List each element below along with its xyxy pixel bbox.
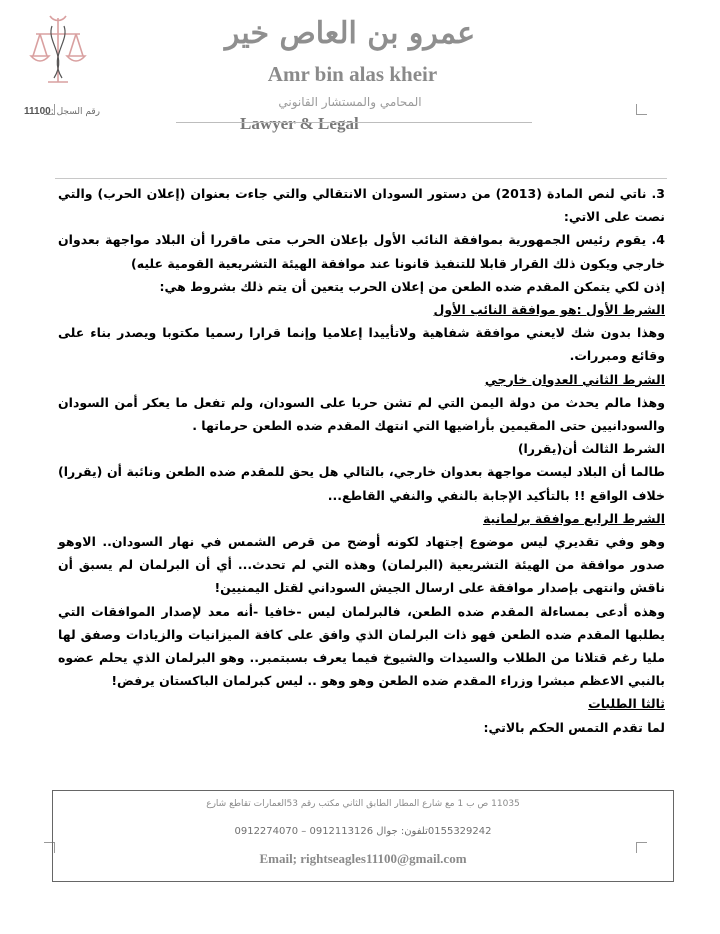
section-heading: الشرط الثاني العدوان خارجي	[484, 371, 665, 387]
paragraph: 3. ناتي لنص المادة (2013) من دستور السودان الانتقالي والتي جاءت بعنوان (إعلان الحرب) والتي نصت على الاتي:	[58, 186, 665, 225]
registration-number: 11100	[24, 106, 51, 117]
crop-mark	[44, 104, 55, 115]
header-divider	[176, 122, 532, 123]
paragraph: وهذا بدون شك لايعني موافقة شفاهية ولاتأييدا إعلاميا وإنما قرارا رسميا مكتوبا ويصدر بناء على وقائع ومبررات.	[58, 325, 665, 364]
letterhead	[0, 0, 720, 180]
lawyer-title-english: Lawyer & Legal	[240, 114, 359, 133]
crop-mark	[636, 104, 647, 115]
section-heading: الشرط الثالث أن(يقررا)	[517, 441, 665, 457]
section-heading: الشرط الرابع موافقة برلمانية	[482, 510, 665, 526]
footer-email: Email; rightseagles11100@gmail.com	[259, 851, 467, 866]
registration-label: رقم السجل :	[50, 107, 101, 117]
document-body	[58, 182, 665, 739]
lawyer-name-arabic: عمرو بن العاص خير	[224, 16, 476, 51]
paragraph: لما تقدم التمس الحكم بالاتي:	[483, 719, 665, 735]
paragraph: طالما أن البلاد ليست مواجهة بعدوان خارجي، بالتالي هل يحق للمقدم ضده الطعن ونائبة أن (يقررا) خلاف الواقع !! بالتأكيد الإجابة بالنفي والنفي القاطع...	[58, 464, 665, 503]
paragraph: وهذه أدعى بمساءلة المقدم ضده الطعن، فالبرلمان ليس -خافيا -أنه معد لإصدار الموافقات التي يطلبها المقدم ضده الطعن فهو ذات البرلمان الذي وافق على كافة الميزانيات والزيادات وصفق لها مليا رغم قتلانا من الطلاب والسيدات والشيوخ فيما يعرف بسبتمبر.. وهو البرلمان الذي يحلم عضوه بالنبي الاعظم مبشرا وزراء المقدم ضده الطعن وهو وهو .. ليس كبرلمان الباكستان يرفض!	[58, 603, 665, 689]
lawyer-name-english: Amr bin alas kheir	[267, 62, 438, 86]
lawyer-title: المحامي والمستشار القانوني	[278, 95, 422, 109]
paragraph: وهذا مالم يحدث من دولة اليمن التي لم تشن حربا على السودان، ولم تفعل ما يعكر أمن السودان والسودانيين حتى المقيمين بأراضيها التي انتهك المقدم ضده الطعن حرماتها .	[58, 394, 665, 434]
footer-phone: 0155329242تلفون: جوال 0912113126 – 0912274070	[234, 826, 492, 837]
section-heading: الشرط الأول :هو موافقة النائب الأول	[433, 302, 665, 318]
registration	[24, 106, 100, 117]
paragraph: إذن لكي يتمكن المقدم ضده الطعن من إعلان الحرب يتعين أن يتم ذلك بشروط هي:	[159, 278, 665, 294]
paragraph: وهو وفي تقديري ليس موضوع إجتهاد لكونه أوضح من قرص الشمس في نهار السودان.. الاوهو صدور موافقة من الهيئة التشريعية (البرلمان) وهذه التي لم تحدث... أي أن البرلمان لم يسبق أن ناقش وانتهى بإصدار موافقة على ارسال الجيش السوداني لقتل اليمنيين!	[58, 534, 665, 596]
footer-address: 11035 ص ب 1 مع شارع المطار الطابق الثاني مكتب رقم 53العمارات تقاطع شارع	[206, 799, 520, 809]
section-heading: ثالثا الطلبات	[588, 696, 665, 712]
paragraph: 4. يقوم رئيس الجمهورية بموافقة النائب الأول بإعلان الحرب متى ماقررا أن البلاد مواجهة بعدوان خارجي ويكون ذلك القرار قابلا للتنفيذ قانونا عند موافقة الهيئة التشريعية القومية عليه)	[58, 232, 665, 271]
scales-of-justice-icon	[28, 12, 88, 92]
footer-box	[52, 790, 674, 882]
content-divider	[55, 178, 667, 179]
